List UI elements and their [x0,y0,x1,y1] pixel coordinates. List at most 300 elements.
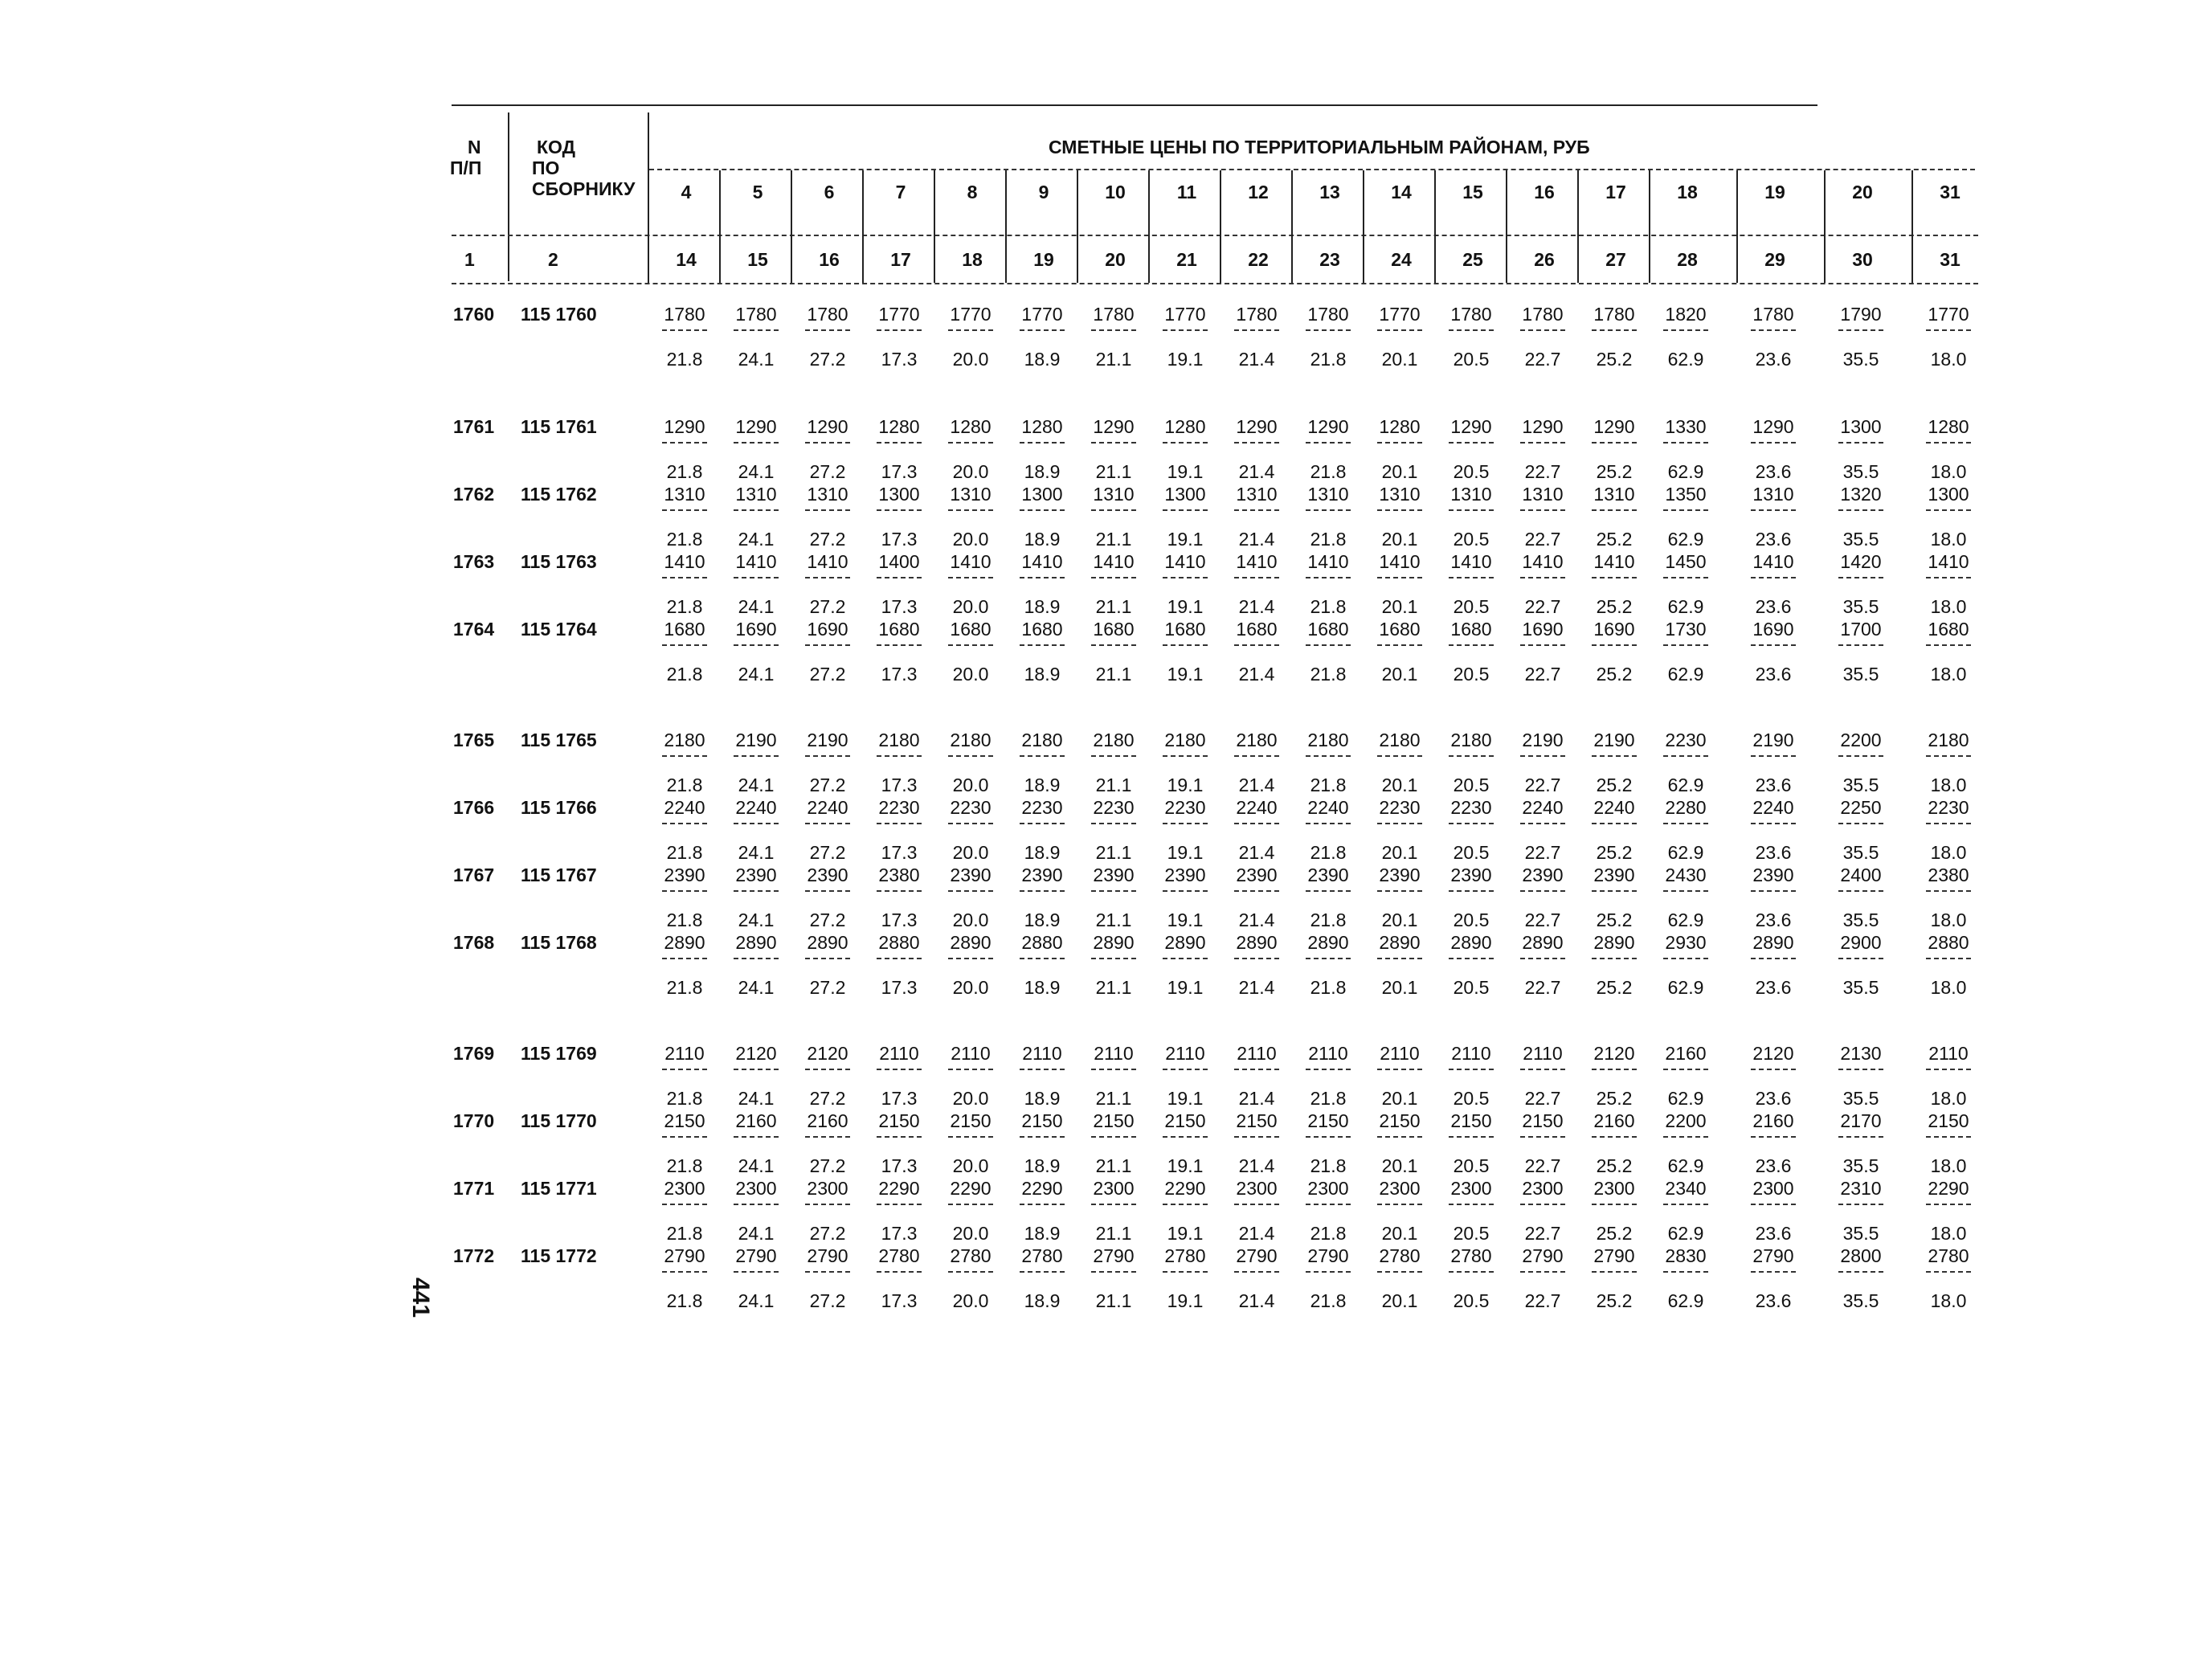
fraction-bar [877,1069,922,1070]
price-cell: 2890 [1752,932,1794,953]
district-header-cell: 12 [1248,182,1269,202]
fraction-bar [1751,1271,1796,1273]
price-cell: 2790 [807,1245,848,1266]
fraction-bar [1163,442,1208,444]
fraction-bar [1592,644,1637,646]
fraction-bar [805,329,850,331]
price-cell: 2300 [1307,1178,1349,1199]
rate-cell: 18.9 [1024,1155,1061,1176]
price-cell: 2300 [1450,1178,1492,1199]
rate-cell: 24.1 [738,1155,775,1176]
price-cell: 2180 [1164,730,1206,750]
rate-cell: 20.5 [1453,909,1490,930]
price-cell: 2170 [1840,1110,1882,1131]
rate-cell: 21.8 [666,1290,703,1311]
fraction-bar [662,509,707,511]
price-cell: 1410 [1307,551,1349,572]
fraction-bar [734,1069,779,1070]
price-cell: 2790 [1752,1245,1794,1266]
numbering-cell: 28 [1677,249,1698,270]
rate-cell: 24.1 [738,909,775,930]
fraction-bar [1163,1069,1208,1070]
rate-cell: 20.5 [1453,977,1490,998]
price-cell: 2780 [878,1245,920,1266]
rate-cell: 24.1 [738,664,775,685]
rate-cell: 22.7 [1524,909,1561,930]
rate-cell: 17.3 [881,349,918,370]
fraction-bar [948,644,993,646]
price-cell: 2900 [1840,932,1882,953]
fraction-bar [1520,958,1565,959]
rate-cell: 62.9 [1667,349,1704,370]
col-code-label-3: СБОРНИКУ [532,178,636,199]
rate-cell: 18.0 [1930,775,1967,795]
fraction-bar [1163,890,1208,892]
rate-cell: 20.1 [1381,1223,1418,1244]
price-cell: 1290 [1236,416,1278,437]
price-cell: 2190 [807,730,848,750]
rate-cell: 21.8 [1310,664,1347,685]
rate-cell: 18.9 [1024,909,1061,930]
rate-cell: 25.2 [1596,842,1633,863]
rate-cell: 19.1 [1167,1088,1204,1109]
price-cell: 2300 [1593,1178,1635,1199]
rate-cell: 62.9 [1667,461,1704,482]
price-cell: 1410 [1236,551,1278,572]
row-code: 115 1769 [521,1043,597,1064]
price-cell: 2160 [1752,1110,1794,1131]
fraction-bar [1926,509,1971,511]
rate-cell: 20.0 [952,1088,989,1109]
rate-cell: 22.7 [1524,596,1561,617]
rate-cell: 27.2 [809,909,846,930]
fraction-bar [1520,755,1565,757]
price-cell: 1310 [1593,484,1635,505]
rate-cell: 21.4 [1238,596,1275,617]
fraction-bar [1449,577,1494,578]
rate-cell: 21.4 [1238,775,1275,795]
price-cell: 2230 [1164,797,1206,818]
fraction-bar [877,509,922,511]
price-cell: 2150 [1928,1110,1969,1131]
rate-cell: 21.8 [666,977,703,998]
price-cell: 2150 [664,1110,705,1131]
rate-cell: 62.9 [1667,977,1704,998]
price-cell: 2180 [1021,730,1063,750]
fraction-bar [1449,890,1494,892]
rate-cell: 21.8 [1310,842,1347,863]
price-cell: 2110 [951,1043,991,1064]
fraction-bar [1091,1069,1136,1070]
rate-cell: 23.6 [1755,775,1792,795]
rate-cell: 25.2 [1596,596,1633,617]
fraction-bar [1020,329,1065,331]
rate-cell: 18.0 [1930,842,1967,863]
rate-cell: 20.1 [1381,529,1418,550]
rate-cell: 18.9 [1024,1290,1061,1311]
row-code: 115 1762 [521,484,597,505]
row-code: 115 1772 [521,1245,597,1266]
rate-cell: 25.2 [1596,664,1633,685]
rate-cell: 21.4 [1238,529,1275,550]
district-header-cell: 11 [1176,182,1197,202]
price-cell: 1290 [664,416,705,437]
price-cell: 2240 [1593,797,1635,818]
rate-cell: 35.5 [1842,349,1879,370]
fraction-bar [1520,1204,1565,1205]
fraction-bar [1234,958,1279,959]
rate-cell: 20.5 [1453,596,1490,617]
price-cell: 2120 [735,1043,777,1064]
fraction-bar [877,823,922,824]
price-cell: 2240 [1752,797,1794,818]
rate-cell: 24.1 [738,842,775,863]
row-code: 115 1763 [521,551,597,572]
price-cell: 2180 [878,730,920,750]
price-cell: 1780 [1752,304,1794,325]
rate-cell: 21.1 [1095,349,1132,370]
price-cell: 1410 [1522,551,1564,572]
rate-cell: 20.1 [1381,349,1418,370]
fraction-bar [1234,1136,1279,1138]
fraction-bar [805,644,850,646]
rate-cell: 19.1 [1167,461,1204,482]
price-cell: 2110 [1022,1043,1062,1064]
rate-cell: 18.9 [1024,461,1061,482]
fraction-bar [1449,823,1494,824]
fraction-bar [1377,1271,1422,1273]
fraction-bar [1592,958,1637,959]
fraction-bar [948,1271,993,1273]
price-cell: 1680 [878,619,920,640]
rate-cell: 21.8 [1310,1088,1347,1109]
rate-cell: 17.3 [881,1223,918,1244]
fraction-bar [1020,823,1065,824]
price-cell: 2150 [878,1110,920,1131]
price-cell: 1770 [950,304,992,325]
price-cell: 2300 [664,1178,705,1199]
price-cell: 2110 [879,1043,919,1064]
fraction-bar [1234,823,1279,824]
rate-cell: 19.1 [1167,596,1204,617]
rate-cell: 21.1 [1095,977,1132,998]
fraction-bar [1751,1204,1796,1205]
price-cell: 2300 [1236,1178,1278,1199]
rate-cell: 22.7 [1524,1155,1561,1176]
fraction-bar [1663,890,1708,892]
price-cell: 1680 [1450,619,1492,640]
fraction-bar [1163,1136,1208,1138]
rate-cell: 21.8 [666,529,703,550]
rate-cell: 19.1 [1167,664,1204,685]
rate-cell: 21.1 [1095,461,1132,482]
fraction-bar [1163,509,1208,511]
fraction-bar [1449,509,1494,511]
price-cell: 2230 [950,797,992,818]
price-cell: 2240 [735,797,777,818]
price-cell: 2390 [664,865,705,885]
rate-cell: 21.1 [1095,775,1132,795]
fraction-bar [662,1136,707,1138]
price-cell: 2150 [1021,1110,1063,1131]
rate-cell: 21.8 [1310,977,1347,998]
price-cell: 2890 [664,932,705,953]
fraction-bar [877,755,922,757]
fraction-bar [662,755,707,757]
price-cell: 1410 [1593,551,1635,572]
price-cell: 1330 [1665,416,1707,437]
rate-cell: 24.1 [738,596,775,617]
fraction-bar [1091,329,1136,331]
fraction-bar [1020,958,1065,959]
price-cell: 2160 [1593,1110,1635,1131]
rate-cell: 18.0 [1930,664,1967,685]
fraction-bar [948,823,993,824]
rate-cell: 20.0 [952,461,989,482]
price-cell: 1690 [735,619,777,640]
price-cell: 2230 [1928,797,1969,818]
rate-cell: 17.3 [881,1155,918,1176]
price-cell: 2150 [1522,1110,1564,1131]
price-cell: 2890 [807,932,848,953]
price-cell: 2890 [950,932,992,953]
fraction-bar [1751,442,1796,444]
price-cell: 2230 [1093,797,1135,818]
rate-cell: 22.7 [1524,664,1561,685]
fraction-bar [1377,755,1422,757]
rate-cell: 24.1 [738,977,775,998]
price-cell: 2300 [807,1178,848,1199]
fraction-bar [662,958,707,959]
price-cell: 2230 [1450,797,1492,818]
fraction-bar [1926,958,1971,959]
price-cell: 2390 [1164,865,1206,885]
rate-cell: 21.8 [1310,1155,1347,1176]
rate-cell: 35.5 [1842,977,1879,998]
fraction-bar [948,509,993,511]
fraction-bar [1663,958,1708,959]
price-cell: 2120 [807,1043,848,1064]
fraction-bar [662,1204,707,1205]
rate-cell: 23.6 [1755,1155,1792,1176]
row-number: 1771 [453,1178,495,1199]
fraction-bar [1592,755,1637,757]
fraction-bar [1163,577,1208,578]
price-cell: 1780 [1522,304,1564,325]
price-cell: 1680 [664,619,705,640]
rate-cell: 20.0 [952,1223,989,1244]
numbering-cell: 23 [1319,249,1340,270]
price-cell: 2890 [1379,932,1421,953]
price-cell: 1780 [1093,304,1135,325]
fraction-bar [1592,823,1637,824]
price-cell: 2180 [1236,730,1278,750]
fraction-bar [1926,823,1971,824]
fraction-bar [1751,1069,1796,1070]
price-cell: 2890 [1236,932,1278,953]
rate-cell: 19.1 [1167,529,1204,550]
fraction-bar [805,1069,850,1070]
price-cell: 2340 [1665,1178,1707,1199]
rate-cell: 18.0 [1930,1290,1967,1311]
rate-cell: 18.0 [1930,1088,1967,1109]
rate-cell: 20.5 [1453,1223,1490,1244]
price-cell: 2790 [1522,1245,1564,1266]
fraction-bar [1926,644,1971,646]
fraction-bar [1163,644,1208,646]
fraction-bar [1592,509,1637,511]
price-cell: 1690 [1593,619,1635,640]
price-cell: 1680 [1164,619,1206,640]
fraction-bar [805,958,850,959]
rate-cell: 23.6 [1755,1223,1792,1244]
fraction-bar [1377,577,1422,578]
column-separator [648,170,649,283]
rate-cell: 21.1 [1095,1155,1132,1176]
rate-cell: 18.9 [1024,664,1061,685]
price-cell: 1780 [807,304,848,325]
price-cell: 2290 [1164,1178,1206,1199]
rate-cell: 17.3 [881,596,918,617]
rate-cell: 35.5 [1842,461,1879,482]
price-cell: 1310 [1093,484,1135,505]
rate-cell: 21.4 [1238,1223,1275,1244]
fraction-bar [1306,755,1351,757]
fraction-bar [1838,823,1883,824]
price-cell: 1730 [1665,619,1707,640]
fraction-bar [1520,644,1565,646]
rate-cell: 24.1 [738,349,775,370]
price-cell: 1700 [1840,619,1882,640]
price-cell: 2150 [1450,1110,1492,1131]
rate-cell: 21.8 [666,1223,703,1244]
rate-cell: 24.1 [738,1088,775,1109]
fraction-bar [1306,577,1351,578]
header-subrule [649,169,1975,170]
district-header-cell: 18 [1677,182,1698,202]
rate-cell: 21.8 [666,349,703,370]
fraction-bar [1592,442,1637,444]
price-cell: 2290 [878,1178,920,1199]
rate-cell: 21.1 [1095,909,1132,930]
fraction-bar [1020,577,1065,578]
row-number: 1760 [453,304,495,325]
rate-cell: 62.9 [1667,909,1704,930]
numbering-cell: 25 [1462,249,1483,270]
price-cell: 2180 [1928,730,1969,750]
fraction-bar [1751,577,1796,578]
fraction-bar [1234,1204,1279,1205]
price-cell: 1450 [1665,551,1707,572]
price-cell: 1300 [1840,416,1882,437]
rate-cell: 20.5 [1453,1088,1490,1109]
row-number: 1770 [453,1110,495,1131]
price-cell: 2240 [664,797,705,818]
price-cell: 2180 [1379,730,1421,750]
district-header-cell: 7 [895,182,906,202]
price-cell: 2290 [1021,1178,1063,1199]
header-vline-1 [508,112,509,281]
rate-cell: 22.7 [1524,977,1561,998]
fraction-bar [1306,1136,1351,1138]
rate-cell: 18.9 [1024,977,1061,998]
price-cell: 2150 [1379,1110,1421,1131]
price-cell: 1290 [1093,416,1135,437]
price-cell: 1410 [1379,551,1421,572]
fraction-bar [1234,442,1279,444]
price-cell: 2190 [1593,730,1635,750]
price-cell: 2310 [1840,1178,1882,1199]
price-cell: 2390 [1752,865,1794,885]
price-cell: 2390 [1593,865,1635,885]
numbering-cell: 29 [1764,249,1785,270]
price-cell: 2230 [1021,797,1063,818]
rate-cell: 62.9 [1667,842,1704,863]
fraction-bar [1377,644,1422,646]
fraction-bar [805,509,850,511]
price-cell: 2230 [1379,797,1421,818]
fraction-bar [1163,1204,1208,1205]
rate-cell: 21.1 [1095,1290,1132,1311]
fraction-bar [805,577,850,578]
rate-cell: 20.5 [1453,842,1490,863]
fraction-bar [1592,890,1637,892]
price-cell: 2120 [1593,1043,1635,1064]
rate-cell: 19.1 [1167,977,1204,998]
fraction-bar [1592,1271,1637,1273]
rate-cell: 20.1 [1381,461,1418,482]
price-cell: 1780 [1450,304,1492,325]
fraction-bar [1520,823,1565,824]
fraction-bar [1751,890,1796,892]
fraction-bar [1163,755,1208,757]
rate-cell: 22.7 [1524,349,1561,370]
fraction-bar [1592,1069,1637,1070]
fraction-bar [805,442,850,444]
rate-cell: 27.2 [809,1290,846,1311]
fraction-bar [1838,1271,1883,1273]
district-header-cell: 14 [1391,182,1412,202]
price-cell: 1290 [1522,416,1564,437]
price-cell: 2240 [1236,797,1278,818]
fraction-bar [1751,1136,1796,1138]
rate-cell: 21.8 [666,909,703,930]
page-number: 441 [407,1277,434,1318]
fraction-bar [1751,755,1796,757]
rate-cell: 21.8 [666,842,703,863]
rate-cell: 22.7 [1524,842,1561,863]
price-cell: 2790 [1093,1245,1135,1266]
fraction-bar [1663,644,1708,646]
fraction-bar [1838,329,1883,331]
price-cell: 1780 [1236,304,1278,325]
fraction-bar [1306,442,1351,444]
rate-cell: 21.8 [666,596,703,617]
fraction-bar [1520,442,1565,444]
rate-cell: 35.5 [1842,596,1879,617]
rate-cell: 18.0 [1930,461,1967,482]
price-cell: 1280 [950,416,992,437]
fraction-bar [1838,644,1883,646]
fraction-bar [805,1136,850,1138]
fraction-bar [1926,755,1971,757]
column-separator [1911,170,1913,283]
price-cell: 2240 [1522,797,1564,818]
fraction-bar [1020,1204,1065,1205]
rate-cell: 23.6 [1755,596,1792,617]
row-number: 1764 [453,619,495,640]
rate-cell: 21.1 [1095,664,1132,685]
